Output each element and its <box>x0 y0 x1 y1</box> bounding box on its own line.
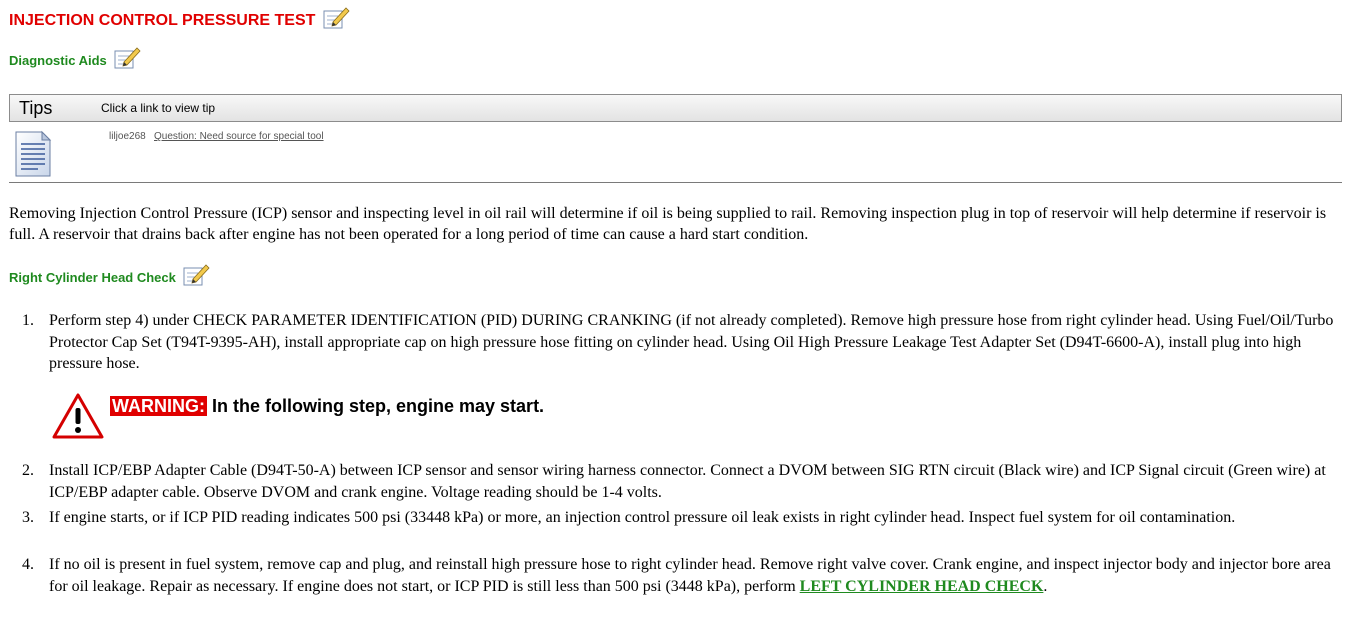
edit-note-icon[interactable] <box>182 263 210 287</box>
document-icon[interactable] <box>14 130 52 178</box>
warning-badge: WARNING: <box>112 396 205 416</box>
tips-label: Tips <box>19 97 53 118</box>
tip-author: liljoe268 <box>109 131 146 142</box>
diagnostic-aids-title: Diagnostic Aids <box>9 53 107 68</box>
left-cylinder-head-check-link[interactable]: LEFT CYLINDER HEAD CHECK <box>799 577 1044 595</box>
diagnostic-aids-header <box>9 46 141 70</box>
page-title-text: INJECTION CONTROL PRESSURE TEST <box>9 12 316 29</box>
warning-message <box>110 396 544 417</box>
step-number: 4. <box>22 556 34 573</box>
right-cylinder-head-check-header <box>9 263 210 287</box>
warning-icon <box>51 392 105 440</box>
step-number: 1. <box>22 312 34 329</box>
step-text: Perform step 4) under CHECK PARAMETER IDENTIFICATION (PID) DURING CRANKING (if not already completed). Remove high pressure hose from right cylinder head. Using Fuel/Oil/Turbo Protector Cap Set (T94T-9395-AH), install appropriate cap on high pressure hose fitting on cylinder head. Using Oil High Pressure Leakage Test Adapter Set (D94T-6600-A), install plug into high pressure hose. <box>49 312 1334 372</box>
list-item <box>22 507 1341 529</box>
step-text: If engine starts, or if ICP PID reading indicates 500 psi (33448 kPa) or more, an injection control pressure oil leak exists in right cylinder head. Inspect fuel system for oil contamination. <box>49 509 1236 526</box>
section-title: Right Cylinder Head Check <box>9 270 176 285</box>
intro-paragraph: Removing Injection Control Pressure (ICP) sensor and inspecting level in oil rail will determine if oil is being supplied to rail. Removing inspection plug in top of reservoir will help determine if reservoir is full. A reservoir that drains back after engine has not been operated for a long period of time can cause a hard start condition. <box>9 205 1327 243</box>
tip-link[interactable]: Question: Need source for special tool <box>154 131 324 142</box>
edit-note-icon[interactable] <box>322 6 350 30</box>
step-number: 2. <box>22 462 34 479</box>
step-number: 3. <box>22 509 34 526</box>
list-item <box>22 310 1341 375</box>
tips-bar <box>9 94 1342 122</box>
page-title <box>9 6 350 30</box>
divider <box>9 182 1342 183</box>
step-suffix: . <box>1043 577 1048 595</box>
step-text: If no oil is present in fuel system, remove cap and plug, and reinstall high pressure hose to right cylinder head. Remove right valve cover. Crank engine, and inspect injector body and injector bore area for oil leakage. Repair as necessary. If engine does not start, or ICP PID is still less than 500 psi (3448 kPa), perform <box>49 556 1331 595</box>
step-text: Install ICP/EBP Adapter Cable (D94T-50-A) between ICP sensor and sensor wiring harness connector. Connect a DVOM between SIG RTN circuit (Black wire) and ICP Signal circuit (Green wire) at ICP/EBP adapter cable. Observe DVOM and crank engine. Voltage reading should be 1-4 volts. <box>49 462 1326 501</box>
tips-hint: Click a link to view tip <box>101 101 216 115</box>
edit-note-icon[interactable] <box>113 46 141 70</box>
list-item <box>22 460 1341 503</box>
list-item <box>22 554 1341 597</box>
warning-text: In the following step, engine may start. <box>212 396 545 416</box>
